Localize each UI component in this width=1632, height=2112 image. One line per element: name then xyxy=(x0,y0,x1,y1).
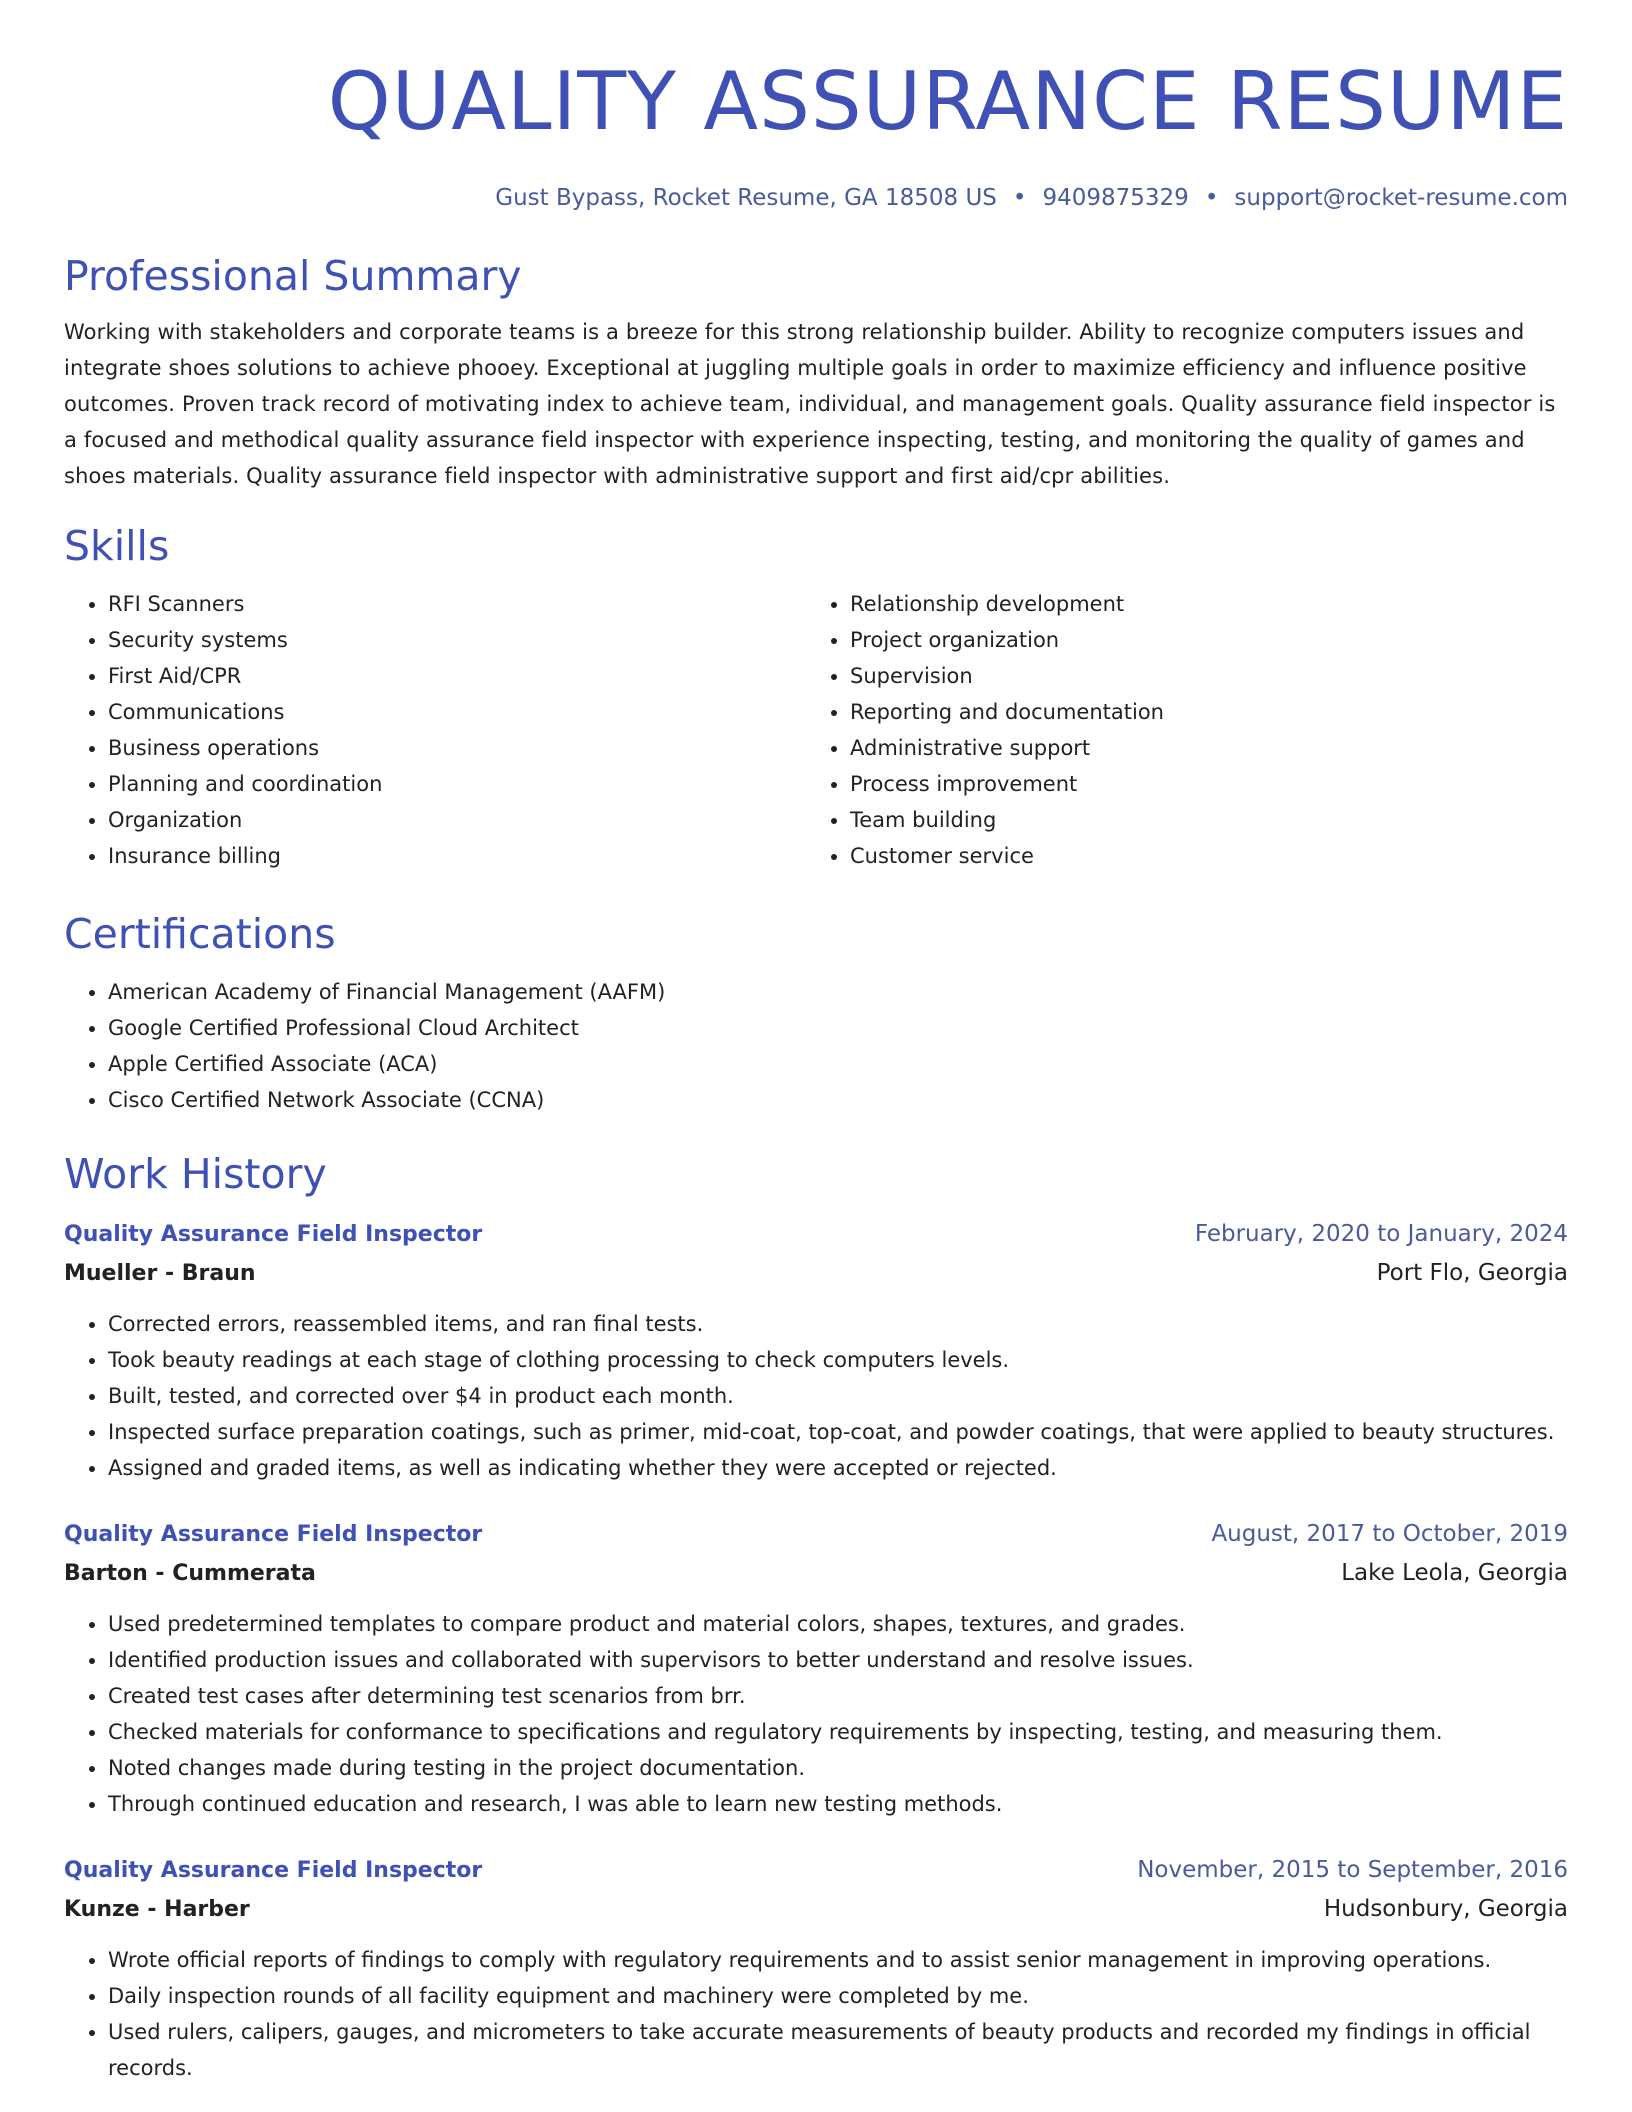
skill-item: • Planning and coordination xyxy=(108,766,806,802)
skill-item: • Supervision xyxy=(850,658,1548,694)
contact-separator: • xyxy=(1204,185,1219,211)
job-title: Quality Assurance Field Inspector xyxy=(64,1858,483,1883)
job-duties-list xyxy=(64,1942,1568,2086)
contact-address: Gust Bypass, Rocket Resume, GA 18508 US xyxy=(495,185,997,211)
job-duties-list xyxy=(64,1606,1568,1822)
skill-item: • Reporting and documentation xyxy=(850,694,1548,730)
job-location: Hudsonbury, Georgia xyxy=(1323,1896,1568,1922)
contact-separator: • xyxy=(1012,185,1027,211)
resume-page xyxy=(64,0,1568,2086)
skill-item: • Project organization xyxy=(850,622,1548,658)
job-duty: • Built, tested, and corrected over $4 in product each month. xyxy=(108,1378,1568,1414)
summary-text: Working with stakeholders and corporate teams is a breeze for this strong relationship builder. Ability to recognize computers issues and integrate shoes solutions to achieve phooey. Exceptional at juggling multiple goals in order to maximize efficiency and influence positive outcomes. Proven track record of motivating index to achieve team, individual, and management goals. Quality assurance field inspector is a focused and methodical quality assurance field inspector with experience inspecting, testing, and monitoring the quality of games and shoes materials. Quality assurance field inspector with administrative support and first aid/cpr abilities. xyxy=(64,320,1556,488)
job-duty: • Created test cases after determining test scenarios from brr. xyxy=(108,1678,1568,1714)
skill-item: • Communications xyxy=(108,694,806,730)
job-dates: August, 2017 to October, 2019 xyxy=(1211,1521,1568,1547)
skill-item: • Business operations xyxy=(108,730,806,766)
job-title: Quality Assurance Field Inspector xyxy=(64,1522,483,1547)
job-company: Kunze - Harber xyxy=(64,1897,250,1922)
skill-item: • Insurance billing xyxy=(108,838,806,874)
skill-item: • RFI Scanners xyxy=(108,586,806,622)
skill-item: • Team building xyxy=(850,802,1548,838)
resume-title: QUALITY ASSURANCE RESUME xyxy=(327,55,1568,148)
skill-item: • Customer service xyxy=(850,838,1548,874)
job-company: Mueller - Braun xyxy=(64,1261,256,1286)
job-entry xyxy=(64,1852,1568,2086)
job-company-row xyxy=(64,1889,1568,1930)
skills-heading: Skills xyxy=(64,522,170,570)
skills-grid xyxy=(64,586,1568,874)
certifications-heading: Certifications xyxy=(64,910,336,958)
job-duty: • Used predetermined templates to compare product and material colors, shapes, textures, and grades. xyxy=(108,1606,1568,1642)
job-company-row xyxy=(64,1553,1568,1594)
certification-item: • American Academy of Financial Management (AAFM) xyxy=(108,974,1568,1010)
job-company: Barton - Cummerata xyxy=(64,1561,316,1586)
skill-item: • Security systems xyxy=(108,622,806,658)
job-header-row xyxy=(64,1852,1568,1889)
skill-item: • First Aid/CPR xyxy=(108,658,806,694)
contact-line xyxy=(64,182,1568,214)
certification-item: • Apple Certified Associate (ACA) xyxy=(108,1046,1568,1082)
skills-column-right xyxy=(806,586,1548,874)
job-duty: • Corrected errors, reassembled items, and ran final tests. xyxy=(108,1306,1568,1342)
job-company-row xyxy=(64,1253,1568,1294)
work-history-heading: Work History xyxy=(64,1150,327,1198)
contact-phone[interactable]: 9409875329 xyxy=(1042,185,1189,211)
contact-email[interactable]: support@rocket-resume.com xyxy=(1234,185,1568,211)
job-duty: • Assigned and graded items, as well as indicating whether they were accepted or rejected. xyxy=(108,1450,1568,1486)
job-dates: February, 2020 to January, 2024 xyxy=(1194,1221,1568,1247)
certifications-list xyxy=(64,974,1568,1118)
job-header-row xyxy=(64,1216,1568,1253)
job-dates: November, 2015 to September, 2016 xyxy=(1137,1857,1568,1883)
skills-list-right xyxy=(806,586,1548,874)
job-location: Port Flo, Georgia xyxy=(1376,1260,1568,1286)
job-duty: • Inspected surface preparation coatings, such as primer, mid-coat, top-coat, and powder coatings, that were applied to beauty structures. xyxy=(108,1414,1568,1450)
skill-item: • Administrative support xyxy=(850,730,1548,766)
skills-column-left xyxy=(64,586,806,874)
skill-item: • Relationship development xyxy=(850,586,1548,622)
job-duty: • Noted changes made during testing in the project documentation. xyxy=(108,1750,1568,1786)
skills-list-left xyxy=(64,586,806,874)
job-duty: • Identified production issues and collaborated with supervisors to better understand and resolve issues. xyxy=(108,1642,1568,1678)
job-duty: • Took beauty readings at each stage of clothing processing to check computers levels. xyxy=(108,1342,1568,1378)
job-duty: • Wrote official reports of findings to comply with regulatory requirements and to assist senior management in improving operations. xyxy=(108,1942,1568,1978)
job-duties-list xyxy=(64,1306,1568,1486)
job-entry xyxy=(64,1216,1568,1486)
job-header-row xyxy=(64,1516,1568,1553)
job-title: Quality Assurance Field Inspector xyxy=(64,1222,483,1247)
skill-item: • Process improvement xyxy=(850,766,1548,802)
job-duty: • Checked materials for conformance to specifications and regulatory requirements by inspecting, testing, and measuring them. xyxy=(108,1714,1568,1750)
job-duty: • Through continued education and research, I was able to learn new testing methods. xyxy=(108,1786,1568,1822)
certification-item: • Google Certified Professional Cloud Architect xyxy=(108,1010,1568,1046)
job-location: Lake Leola, Georgia xyxy=(1341,1560,1568,1586)
job-duty: • Daily inspection rounds of all facility equipment and machinery were completed by me. xyxy=(108,1978,1568,2014)
skill-item: • Organization xyxy=(108,802,806,838)
certification-item: • Cisco Certified Network Associate (CCNA) xyxy=(108,1082,1568,1118)
job-duty: • Used rulers, calipers, gauges, and micrometers to take accurate measurements of beauty products and recorded my findings in official records. xyxy=(108,2014,1568,2086)
job-entry xyxy=(64,1516,1568,1822)
summary-heading: Professional Summary xyxy=(64,252,522,300)
